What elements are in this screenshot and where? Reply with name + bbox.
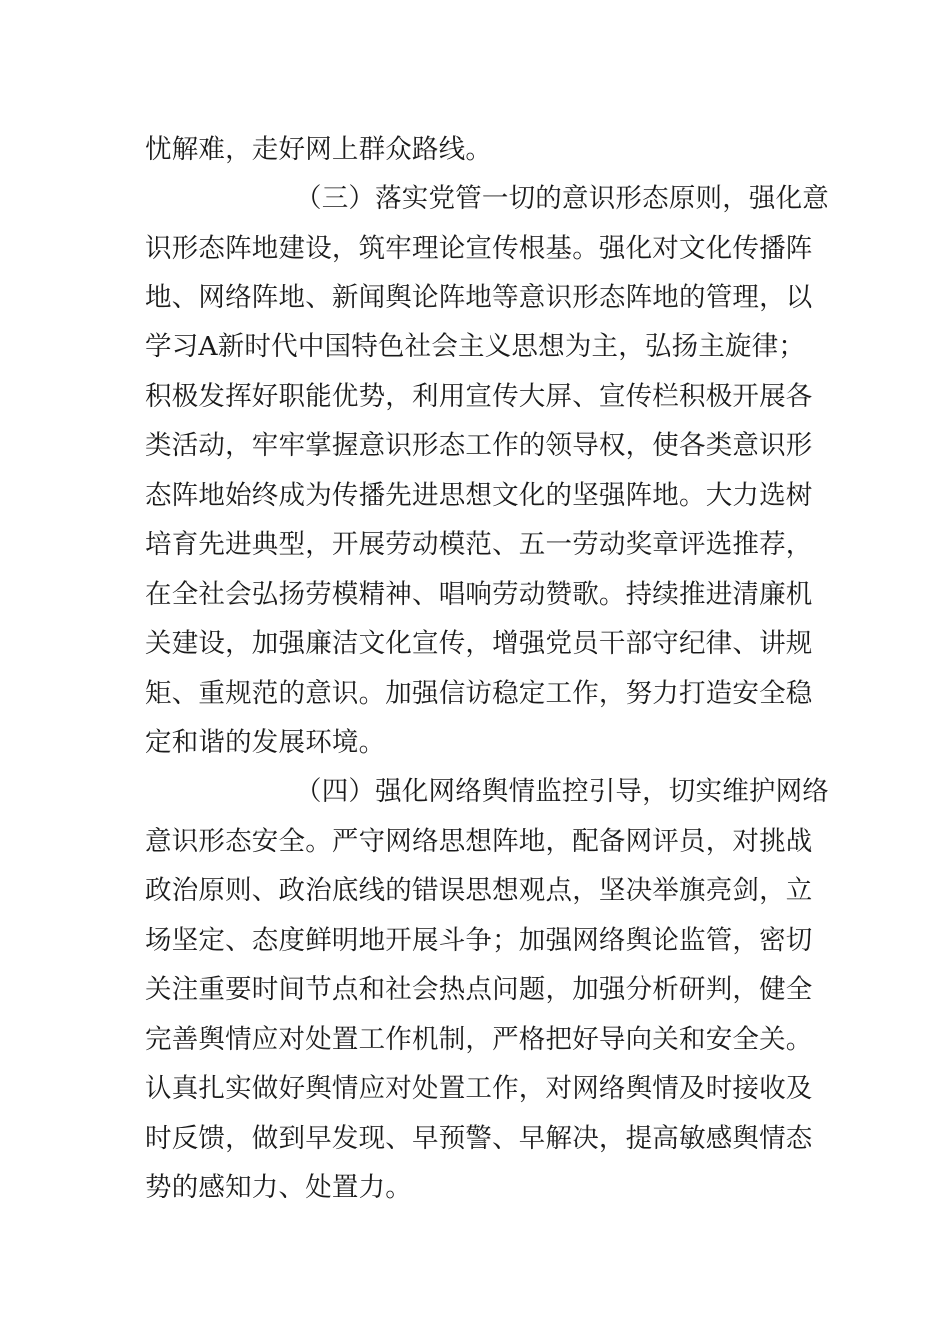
text-line: 忧解难，走好网上群众路线。 xyxy=(145,134,493,165)
section-heading-3: （三）落实党管一切的意识形态原则，强化意 xyxy=(295,183,829,214)
text-line: 意识形态安全。严守网络思想阵地，配备网评员，对挑战 xyxy=(145,826,813,857)
text-line: 地、网络阵地、新闻舆论阵地等意识形态阵地的管理，以 xyxy=(145,282,813,313)
text-line: 识形态阵地建设，筑牢理论宣传根基。强化对文化传播阵 xyxy=(145,233,813,264)
text-line: 场坚定、态度鲜明地开展斗争；加强网络舆论监管，密切 xyxy=(145,925,813,956)
text-line: 关注重要时间节点和社会热点问题，加强分析研判，健全 xyxy=(145,974,813,1005)
text-line: 培育先进典型，开展劳动模范、五一劳动奖章评选推荐， xyxy=(145,529,813,560)
text-line: 学习A新时代中国特色社会主义思想为主，弘扬主旋律； xyxy=(145,331,806,362)
text-line: 时反馈，做到早发现、早预警、早解决，提高敏感舆情态 xyxy=(145,1123,813,1154)
text-line: 关建设，加强廉洁文化宣传，增强党员干部守纪律、讲规 xyxy=(145,628,813,659)
text-line: 势的感知力、处置力。 xyxy=(145,1172,412,1203)
text-line: 政治原则、政治底线的错误思想观点，坚决举旗亮剑，立 xyxy=(145,875,813,906)
text-line: 在全社会弘扬劳模精神、唱响劳动赞歌。持续推进清廉机 xyxy=(145,579,813,610)
text-line: 积极发挥好职能优势，利用宣传大屏、宣传栏积极开展各 xyxy=(145,381,813,412)
text-line: 矩、重规范的意识。加强信访稳定工作，努力打造安全稳 xyxy=(145,678,813,709)
section-heading-4: （四）强化网络舆情监控引导，切实维护网络 xyxy=(295,776,829,807)
text-line: 完善舆情应对处置工作机制，严格把好导向关和安全关。 xyxy=(145,1024,813,1055)
text-line: 定和谐的发展环境。 xyxy=(145,727,386,758)
text-line: 类活动，牢牢掌握意识形态工作的领导权，使各类意识形 xyxy=(145,430,813,461)
text-line: 认真扎实做好舆情应对处置工作，对网络舆情及时接收及 xyxy=(145,1073,813,1104)
text-line: 态阵地始终成为传播先进思想文化的坚强阵地。大力选树 xyxy=(145,480,813,511)
